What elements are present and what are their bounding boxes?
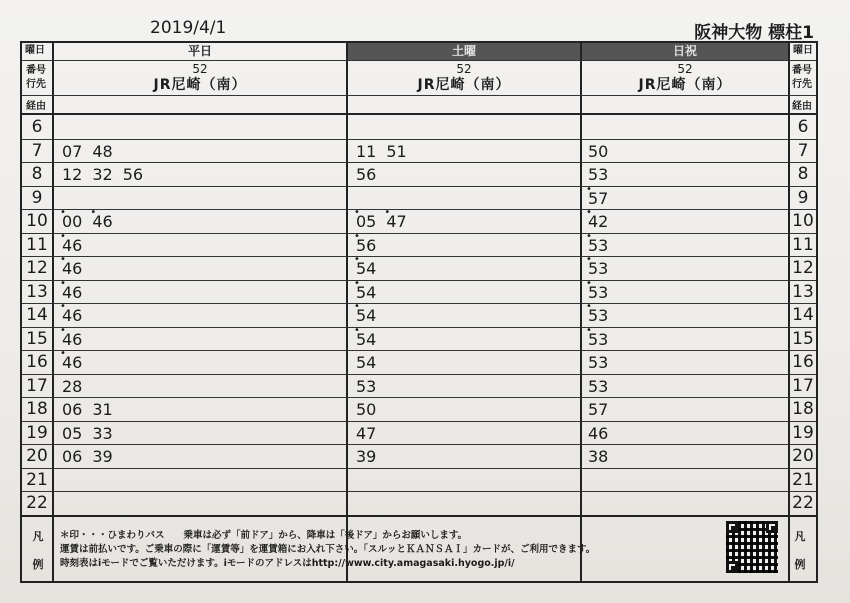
header-divider <box>22 113 816 115</box>
hour-label-right: 15 <box>792 328 814 349</box>
col-weekday-header: 平日 <box>187 44 212 58</box>
col-holiday-header: 日祝 <box>582 43 788 60</box>
departure-time: 33 <box>92 423 113 443</box>
departure-time: • 47 <box>386 212 406 231</box>
qr-code <box>726 521 778 573</box>
legend-label-bottom-right: 例 <box>794 558 806 571</box>
destination-label: 行先 <box>26 79 46 90</box>
hour-label-right: 22 <box>792 493 814 513</box>
row-divider <box>22 397 816 398</box>
weekday-label-right: 曜日 <box>793 45 813 56</box>
hour-label: 17 <box>26 375 48 396</box>
column-divider <box>580 43 582 581</box>
legend-label-top-right: 凡 <box>794 530 806 543</box>
departure-time: • 00 <box>62 212 82 231</box>
hour-label-right: 6 <box>797 117 809 137</box>
departure-time: • 53 <box>588 306 608 325</box>
departure-time: 38 <box>588 447 609 466</box>
legend-divider <box>22 515 816 517</box>
row-divider <box>22 421 816 422</box>
departure-time: 47 <box>356 423 377 443</box>
departure-time: 53 <box>588 165 609 184</box>
departure-time: 39 <box>356 447 377 466</box>
legend-note-2: 運賃は前払いです。ご乗車の際に「運賃等」を運賃箱にお入れ下さい。「スルッとＫＡＮＳＡＩ」カードが、ご利用できます。 <box>60 544 596 555</box>
legend-label-bottom: 例 <box>32 558 44 571</box>
departure-time: 53 <box>588 376 609 396</box>
hour-label-right: 10 <box>792 211 814 231</box>
departure-time: 53 <box>588 353 609 372</box>
times-cell-holiday <box>588 442 618 470</box>
departure-time: 51 <box>386 141 407 161</box>
hour-label-right: 11 <box>792 234 814 255</box>
departure-time: • 46 <box>62 330 82 349</box>
departure-time: • 54 <box>356 259 376 278</box>
col-holiday-destination: JR尼崎（南） <box>638 77 732 93</box>
row-divider <box>22 209 816 210</box>
hour-label: 18 <box>26 399 48 419</box>
departure-time: 12 <box>62 165 83 184</box>
departure-time: 39 <box>92 447 113 466</box>
departure-time: • 53 <box>588 330 608 349</box>
hour-label-right: 19 <box>792 422 814 443</box>
col-weekday-route: 52 <box>192 62 208 76</box>
hour-label-right: 20 <box>792 446 814 466</box>
route-label: 番号 <box>26 65 46 76</box>
departure-time: 50 <box>588 141 609 161</box>
times-cell-weekday <box>62 442 123 470</box>
bus-stop-name: 阪神大物 標柱1 <box>694 23 814 43</box>
departure-time: 06 <box>62 400 83 419</box>
row-divider <box>22 468 816 469</box>
legend-label-top: 凡 <box>32 530 44 543</box>
hour-label-right: 16 <box>792 352 814 372</box>
legend-note-1: ＊印・・・ひまわりバス 乗車は必ず「前ドア」から、降車は「後ドア」からお願いします。 <box>60 530 468 541</box>
hour-label-right: 9 <box>797 187 809 208</box>
departure-time: • 46 <box>62 353 82 372</box>
hour-label: 12 <box>26 258 48 278</box>
col-weekday-destination: JR尼崎（南） <box>153 77 247 93</box>
hour-label-right: 13 <box>792 281 814 302</box>
hour-label: 16 <box>26 352 48 372</box>
departure-time: 11 <box>356 141 377 161</box>
hour-label: 7 <box>31 140 43 161</box>
row-divider <box>22 233 816 234</box>
hour-label-right: 8 <box>797 164 809 184</box>
departure-time: 05 <box>62 423 83 443</box>
departure-time: • 53 <box>588 236 608 255</box>
col-saturday-route: 52 <box>456 62 472 76</box>
row-divider <box>22 256 816 257</box>
times-cell-weekday <box>62 160 153 188</box>
departure-time: • 54 <box>356 330 376 349</box>
hour-label: 13 <box>26 281 48 302</box>
hour-label-right: 14 <box>792 305 814 325</box>
departure-time: 48 <box>92 141 113 161</box>
departure-time: 56 <box>122 165 144 184</box>
row-divider <box>22 139 816 140</box>
hour-label: 11 <box>26 234 48 255</box>
destination-label-right: 行先 <box>792 79 812 90</box>
departure-time: • 53 <box>588 259 608 278</box>
hour-label: 9 <box>31 187 43 208</box>
hour-label-right: 7 <box>797 140 809 161</box>
departure-time: • 46 <box>62 306 82 325</box>
row-divider <box>22 280 816 281</box>
hour-label: 15 <box>26 328 48 349</box>
via-label-right: 経由 <box>792 101 812 112</box>
row-divider <box>22 491 816 492</box>
col-saturday-header: 土曜 <box>348 43 580 60</box>
timetable-grid <box>20 41 818 583</box>
departure-time: 57 <box>588 400 609 419</box>
row-divider <box>22 350 816 351</box>
route-label-right: 番号 <box>792 65 812 76</box>
col-holiday-route: 52 <box>677 62 693 76</box>
header-divider <box>22 95 816 96</box>
departure-time: • 57 <box>588 189 608 208</box>
departure-time: 31 <box>92 400 113 419</box>
column-divider <box>52 43 54 581</box>
departure-time: • 53 <box>588 283 608 302</box>
row-divider <box>22 303 816 304</box>
departure-time: • 46 <box>62 236 82 255</box>
hour-label: 20 <box>26 446 48 466</box>
row-divider <box>22 444 816 445</box>
departure-time: • 05 <box>356 212 376 231</box>
hour-label: 21 <box>26 469 48 490</box>
row-divider <box>22 327 816 328</box>
hour-label: 6 <box>31 117 43 137</box>
hour-label: 8 <box>31 164 43 184</box>
hour-label: 10 <box>26 211 48 231</box>
hour-label-right: 12 <box>792 258 814 278</box>
departure-time: 06 <box>62 447 83 466</box>
departure-time: 28 <box>62 376 83 396</box>
times-cell-saturday <box>356 160 386 188</box>
departure-time: 56 <box>356 165 377 184</box>
departure-time: 07 <box>62 141 83 161</box>
row-divider <box>22 186 816 187</box>
weekday-label: 曜日 <box>25 45 45 56</box>
times-cell-saturday <box>356 442 386 470</box>
hour-label-right: 18 <box>792 399 814 419</box>
via-label: 経由 <box>26 101 46 112</box>
header-divider <box>22 60 816 61</box>
col-saturday-destination: JR尼崎（南） <box>417 77 511 93</box>
departure-time: 32 <box>92 165 113 184</box>
departure-time: 53 <box>356 376 377 396</box>
departure-time: • 46 <box>62 259 82 278</box>
row-divider <box>22 374 816 375</box>
hour-label-right: 17 <box>792 375 814 396</box>
departure-time: 50 <box>356 400 377 419</box>
legend-note-3: 時刻表はiモードでご覧いただけます。iモードのアドレスはhttp://www.city.amagasaki.hyogo.jp/i/ <box>60 558 515 569</box>
effective-date: 2019/4/1 <box>150 18 227 38</box>
departure-time: • 46 <box>92 212 112 231</box>
departure-time: 46 <box>588 423 609 443</box>
departure-time: • 56 <box>356 236 376 255</box>
hour-label: 22 <box>26 493 48 513</box>
departure-time: • 54 <box>356 283 376 302</box>
column-divider <box>346 43 348 581</box>
hour-label: 19 <box>26 422 48 443</box>
departure-time: 54 <box>356 353 377 372</box>
hour-label-right: 21 <box>792 469 814 490</box>
departure-time: • 46 <box>62 283 82 302</box>
departure-time: • 42 <box>588 212 608 231</box>
departure-time: • 54 <box>356 306 376 325</box>
hour-label: 14 <box>26 305 48 325</box>
